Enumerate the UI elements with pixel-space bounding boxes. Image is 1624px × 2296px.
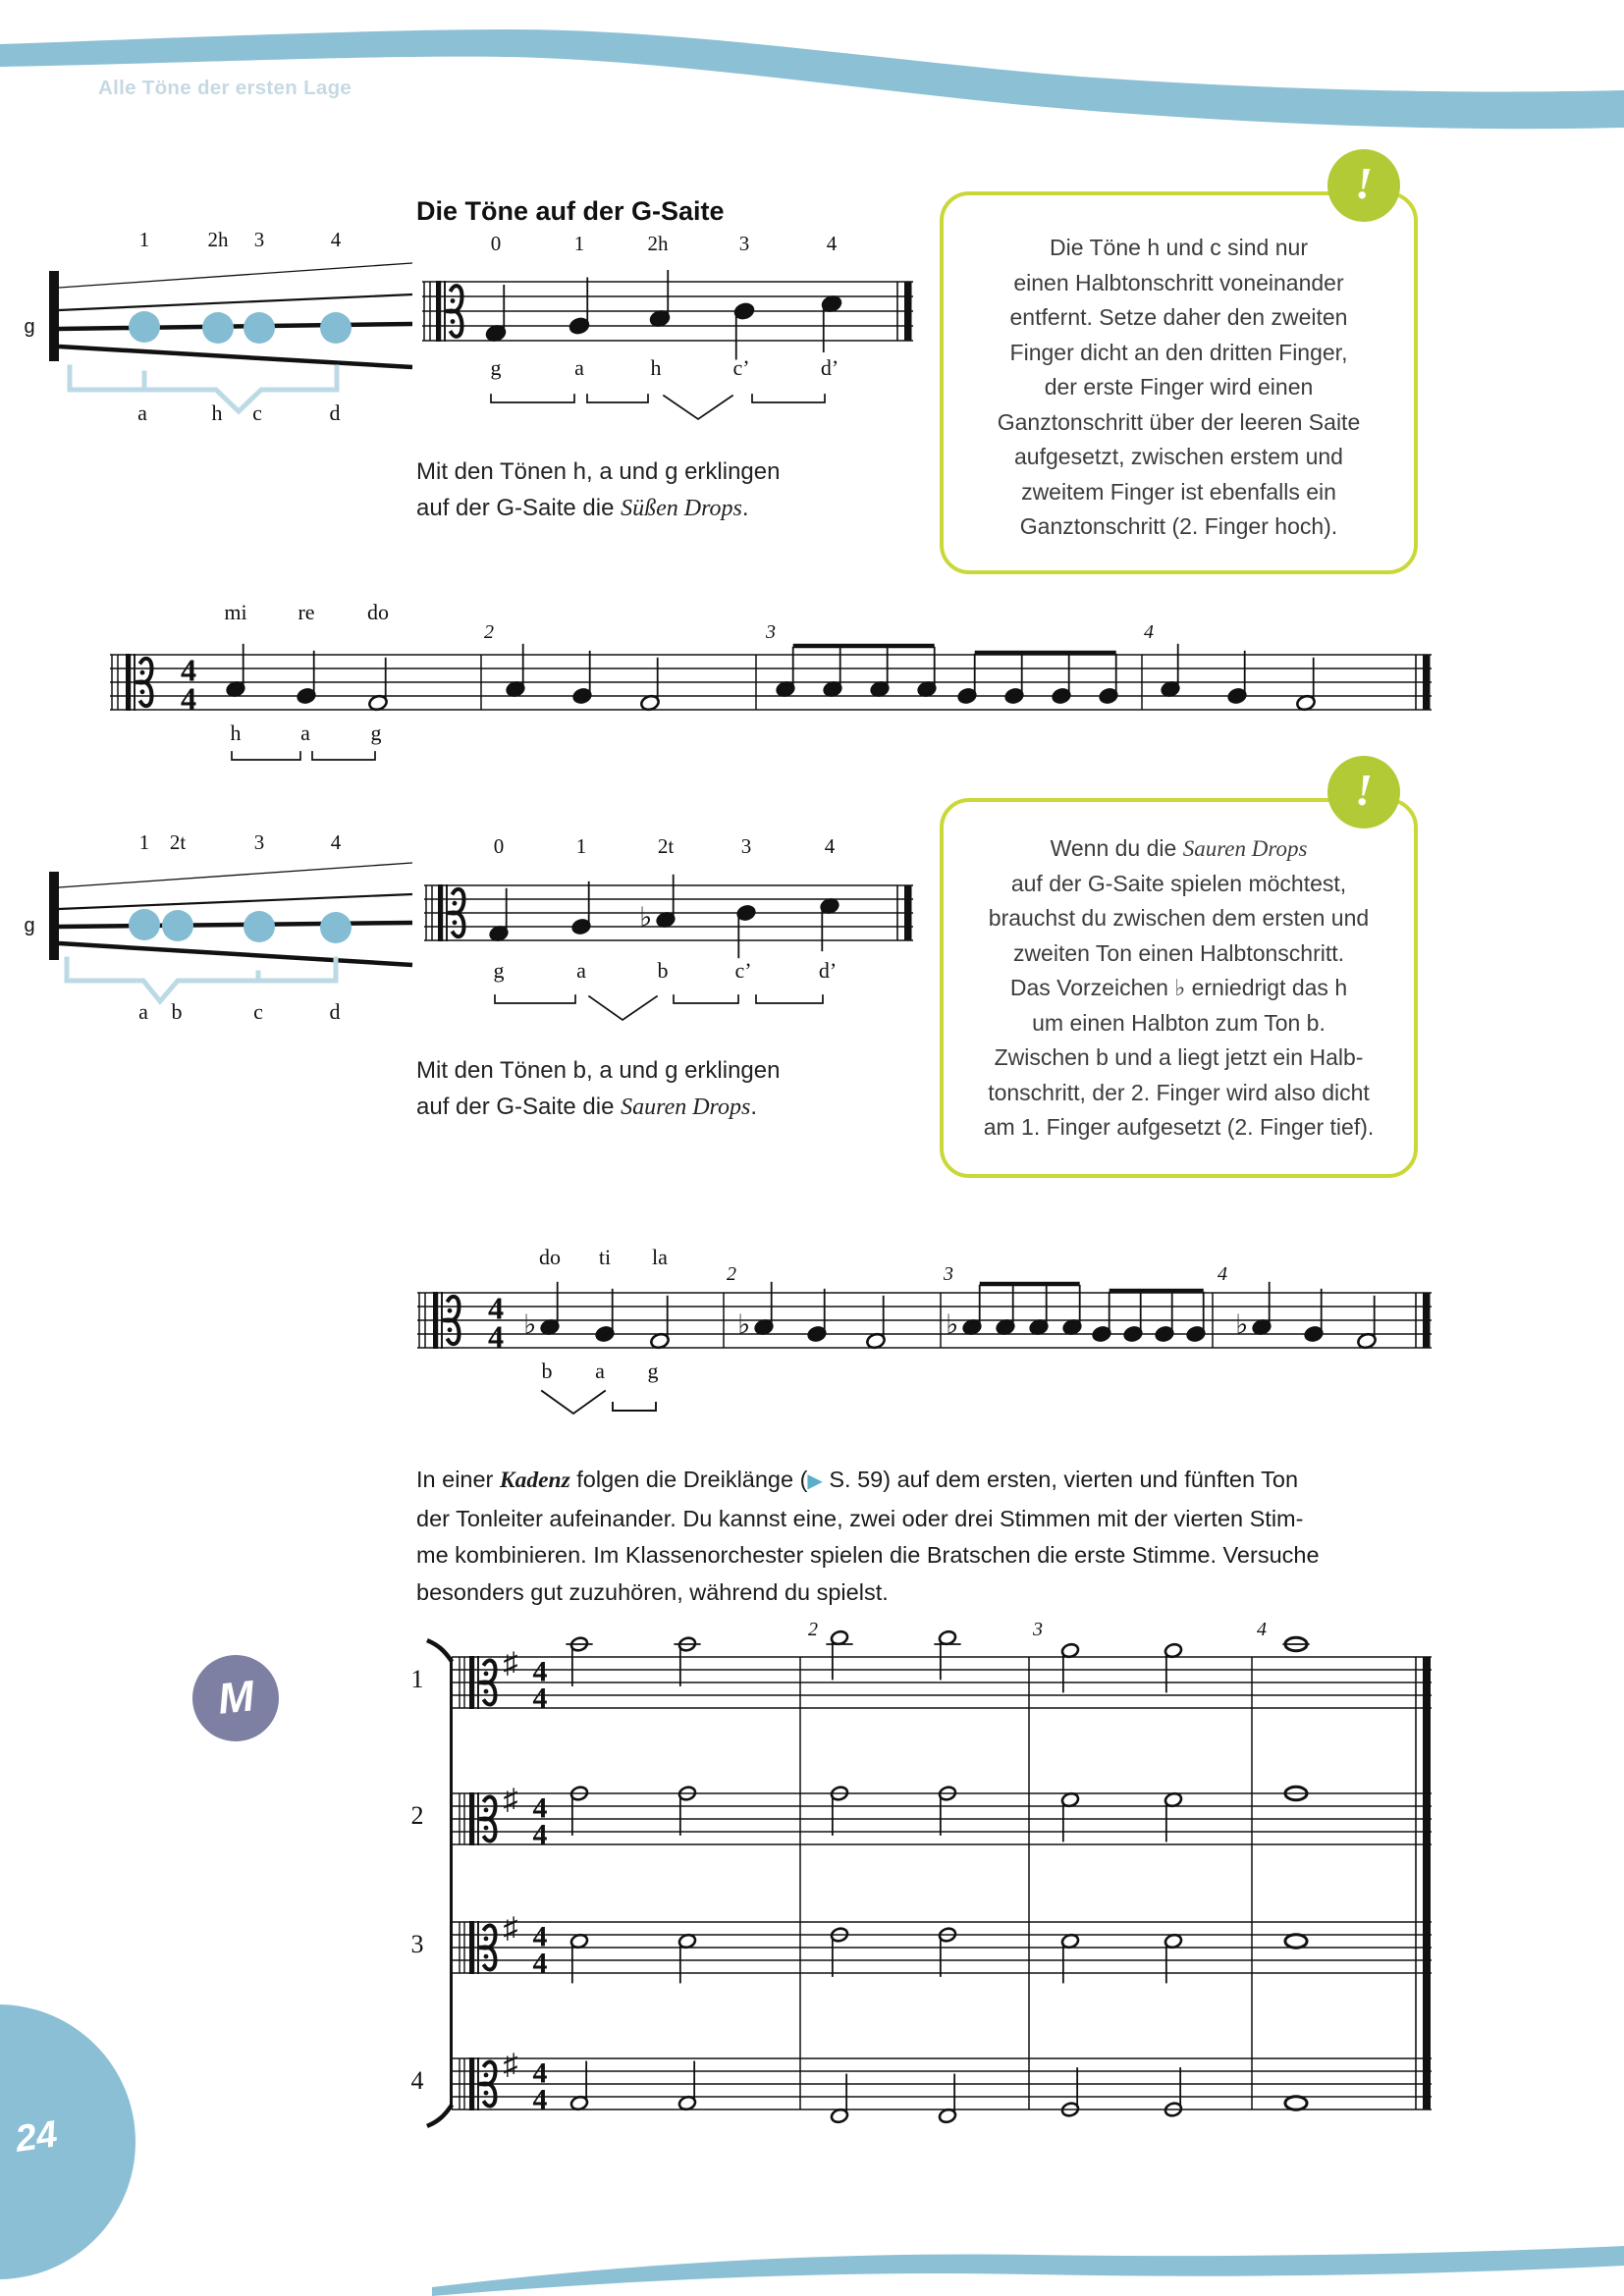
page-header-title: Alle Töne der ersten Lage <box>98 77 352 99</box>
note-letter: g <box>490 355 502 380</box>
string-label-g-1: g <box>24 316 35 338</box>
music-track-badge <box>192 1655 279 1741</box>
solfege-label: mi <box>224 600 247 624</box>
exclamation-icon: ! <box>1355 157 1373 208</box>
note-letter: g <box>493 958 505 983</box>
callout-text-segment: Wenn du die <box>1050 835 1183 861</box>
finger-number: 0 <box>493 834 505 858</box>
svg-text:♭: ♭ <box>523 1309 537 1340</box>
exclamation-badge-2 <box>1327 756 1400 828</box>
solfege-label: la <box>652 1245 668 1269</box>
callout-text <box>944 195 1414 545</box>
caption-suessen-drops <box>416 454 780 527</box>
measure-number: 4 <box>1257 1619 1267 1640</box>
finger-number: 4 <box>826 232 838 255</box>
paragraph-line: me kombinieren. Im Klassenorchester spielen die Bratschen die erste Stimme. Versuche <box>416 1542 1320 1568</box>
note-letter: c’ <box>732 355 750 380</box>
caption-line <box>416 490 780 527</box>
caption-line: Mit den Tönen b, a und g erklingen <box>416 1057 781 1084</box>
callout-line: auf der G-Saite spielen möchtest, <box>1010 870 1347 896</box>
note-letter: h <box>650 355 662 380</box>
paragraph-text: ) auf dem ersten, vierten und fünften Ton <box>883 1467 1299 1492</box>
paragraph-line: besonders gut zuzuhören, während du spielst. <box>416 1578 889 1605</box>
voice-number: 4 <box>410 2066 424 2095</box>
callout-line: um einen Halbton zum Ton b. <box>1032 1009 1326 1036</box>
caption-text: . <box>741 495 749 521</box>
measure-number: 2 <box>484 621 494 643</box>
note-letter: d <box>329 400 341 425</box>
svg-text:4: 4 <box>532 1682 548 1715</box>
svg-text:♯: ♯ <box>503 1647 518 1680</box>
callout-line: einen Halbtonschritt voneinander <box>1013 269 1344 295</box>
callout-line: am 1. Finger aufgesetzt (2. Finger tief). <box>983 1114 1375 1140</box>
finger-number: 2h <box>647 232 669 255</box>
svg-text:♭: ♭ <box>1235 1309 1249 1340</box>
callout-text <box>944 802 1414 1146</box>
caption-line: Mit den Tönen h, a und g erklingen <box>416 458 781 485</box>
note-letter: b <box>541 1359 553 1383</box>
note-letter: a <box>574 355 584 380</box>
callout-box-sauren-drops <box>940 798 1418 1178</box>
svg-text:4: 4 <box>487 1290 505 1326</box>
svg-text:♭: ♭ <box>946 1309 959 1340</box>
note-letter: c’ <box>734 958 752 983</box>
note-letter: b <box>657 958 669 983</box>
measure-number: 4 <box>1218 1263 1227 1285</box>
note-letter: g <box>370 721 382 745</box>
solfege-label: re <box>298 600 315 624</box>
note-letter: a <box>137 400 147 425</box>
callout-box-halbtonschritt <box>940 191 1418 574</box>
string-label-g-2: g <box>24 915 35 936</box>
svg-text:4: 4 <box>532 1655 548 1688</box>
note-letter: h <box>211 400 223 425</box>
svg-text:4: 4 <box>532 2083 548 2116</box>
note-letter: d’ <box>818 958 838 983</box>
measure-number: 3 <box>766 621 776 643</box>
page-ref-arrow-icon: ▶ <box>807 1470 823 1492</box>
finger-number: 4 <box>330 228 342 251</box>
exclamation-badge-1 <box>1327 149 1400 222</box>
svg-text:♭: ♭ <box>639 902 653 933</box>
svg-text:4: 4 <box>532 1920 548 1953</box>
finger-number: 3 <box>253 228 265 251</box>
callout-line: Zwischen b und a liegt jetzt ein Halb- <box>994 1044 1364 1070</box>
measure-number: 4 <box>1144 621 1154 643</box>
callout-line: tonschritt, der 2. Finger wird also dicht <box>988 1079 1370 1105</box>
callout-line: Das Vorzeichen ♭ erniedrigt das h <box>1009 975 1348 1000</box>
measure-number: 3 <box>1033 1619 1043 1640</box>
svg-text:♯: ♯ <box>503 1912 518 1945</box>
section-heading: Die Töne auf der G-Saite <box>416 196 725 226</box>
solfege-label: do <box>367 600 389 624</box>
solfege-label: ti <box>598 1245 612 1269</box>
callout-line: der erste Finger wird einen <box>1044 374 1314 400</box>
voice-number: 2 <box>410 1801 424 1830</box>
callout-line: zweiten Ton einen Halbtonschritt. <box>1012 939 1345 966</box>
finger-number: 2t <box>657 834 675 858</box>
finger-number: 4 <box>330 830 342 854</box>
finger-number: 1 <box>138 830 150 854</box>
finger-number: 1 <box>138 228 150 251</box>
callout-line: aufgesetzt, zwischen erstem und <box>1014 444 1343 469</box>
finger-number: 3 <box>253 830 265 854</box>
note-letter: a <box>576 958 586 983</box>
song-title: Sauren Drops <box>621 1095 751 1120</box>
paragraph-text: In einer <box>416 1467 500 1492</box>
callout-line <box>944 831 1414 867</box>
kadenz-paragraph <box>416 1462 1457 1611</box>
term-kadenz: Kadenz <box>499 1468 570 1493</box>
page-reference: S. 59 <box>822 1467 884 1492</box>
measure-number: 2 <box>727 1263 736 1285</box>
svg-text:4: 4 <box>180 652 197 688</box>
finger-number: 2t <box>169 830 187 854</box>
solfege-label: do <box>539 1245 561 1269</box>
svg-text:4: 4 <box>532 1818 548 1851</box>
finger-number: 1 <box>573 232 585 255</box>
svg-text:4: 4 <box>532 2056 548 2090</box>
callout-line: brauchst du zwischen dem ersten und <box>988 905 1370 931</box>
note-letter: a <box>595 1359 605 1383</box>
note-letter: d’ <box>820 355 839 380</box>
caption-line <box>416 1089 780 1126</box>
callout-line: Ganztonschritt über der leeren Saite <box>997 408 1361 435</box>
svg-text:4: 4 <box>487 1318 505 1355</box>
finger-number: 3 <box>740 834 752 858</box>
exclamation-icon: ! <box>1355 764 1373 815</box>
song-title: Süßen Drops <box>621 496 742 521</box>
finger-number: 3 <box>738 232 750 255</box>
voice-number: 1 <box>410 1665 424 1693</box>
svg-text:4: 4 <box>532 1947 548 1980</box>
finger-number: 0 <box>490 232 502 255</box>
caption-sauren-drops <box>416 1052 780 1126</box>
paragraph-line <box>416 1462 1457 1501</box>
note-letter: a <box>300 721 310 745</box>
note-letter: b <box>171 999 183 1024</box>
svg-text:4: 4 <box>180 680 197 717</box>
caption-text: auf der G-Saite die <box>416 495 622 521</box>
measure-number: 2 <box>808 1619 818 1640</box>
callout-line: Ganztonschritt (2. Finger hoch). <box>1019 513 1338 539</box>
svg-text:♯: ♯ <box>503 2049 518 2081</box>
badge-label: M <box>215 1672 256 1724</box>
caption-text: . <box>750 1094 758 1120</box>
measure-number: 3 <box>944 1263 953 1285</box>
song-title: Sauren Drops <box>1182 836 1308 861</box>
note-letter: c <box>252 400 262 425</box>
svg-text:♯: ♯ <box>503 1784 518 1816</box>
paragraph-text: folgen die Dreiklänge ( <box>569 1467 808 1492</box>
callout-line: zweitem Finger ist ebenfalls ein <box>1021 478 1336 505</box>
finger-number: 2h <box>207 228 229 251</box>
note-letter: d <box>329 999 341 1024</box>
voice-number: 3 <box>410 1930 424 1958</box>
caption-text: auf der G-Saite die <box>416 1094 622 1120</box>
note-letter: h <box>230 721 242 745</box>
svg-text:♭: ♭ <box>737 1309 751 1340</box>
svg-text:4: 4 <box>532 1791 548 1825</box>
page-number: 24 <box>13 2113 60 2161</box>
callout-line: Die Töne h und c sind nur <box>1050 235 1308 260</box>
finger-number: 4 <box>824 834 836 858</box>
paragraph-line: der Tonleiter aufeinander. Du kannst eine, zwei oder drei Stimmen mit der vierten Stim- <box>416 1505 1304 1531</box>
note-letter: a <box>138 999 148 1024</box>
callout-line: Finger dicht an den dritten Finger, <box>1009 339 1348 365</box>
note-letter: g <box>647 1359 659 1383</box>
finger-number: 1 <box>575 834 587 858</box>
callout-line: entfernt. Setze daher den zweiten <box>1009 304 1348 330</box>
note-letter: c <box>253 999 263 1024</box>
